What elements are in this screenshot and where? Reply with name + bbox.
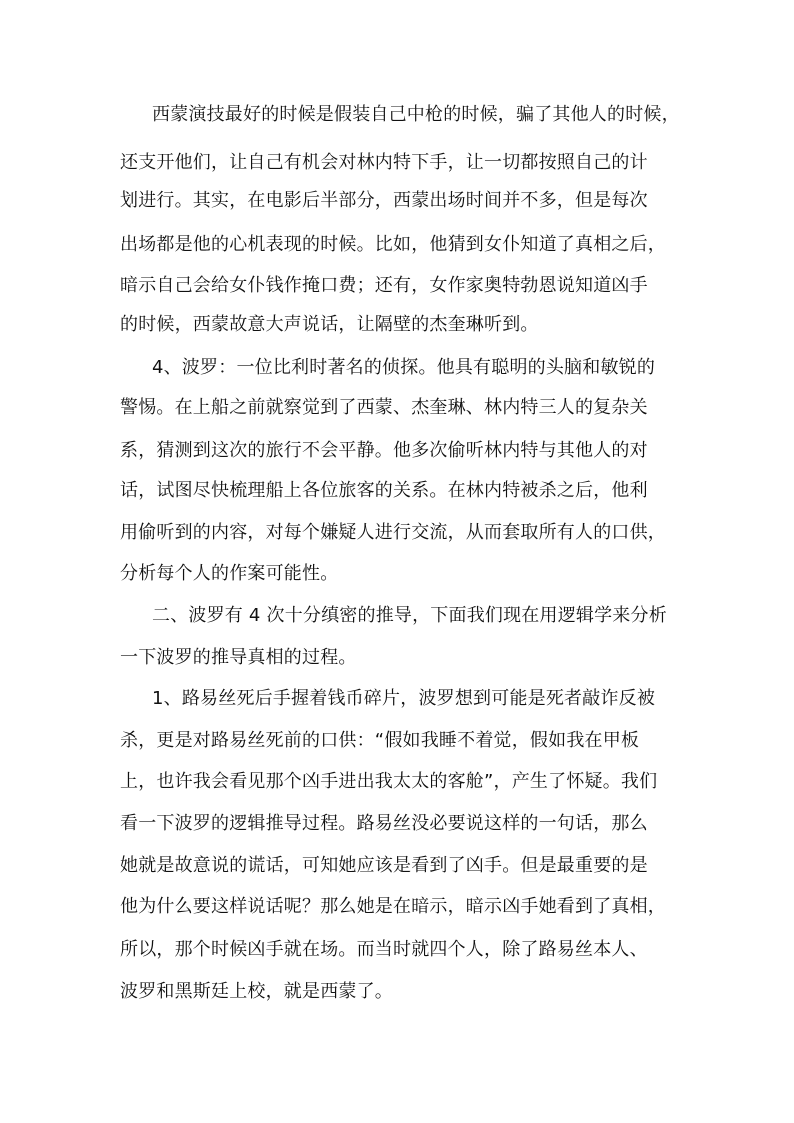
text-line: 看一下波罗的逻辑推导过程。路易丝没必要说这样的一句话，那么	[120, 813, 648, 834]
text-line: 她就是故意说的谎话，可知她应该是看到了凶手。但是最重要的是	[120, 855, 648, 876]
text-line: 的时候，西蒙故意大声说话，让隔壁的杰奎琳听到。	[120, 314, 539, 335]
text-line: 分析每个人的作案可能性。	[120, 563, 339, 584]
text-line: 波罗和黑斯廷上校，就是西蒙了。	[120, 981, 393, 1002]
text-line: 所以，那个时候凶手就在场。而当时就四个人，除了路易丝本人、	[120, 939, 648, 960]
text-line: 一下波罗的推导真相的过程。	[120, 647, 357, 668]
text-line: 警惕。在上船之前就察觉到了西蒙、杰奎琳、林内特三人的复杂关	[120, 397, 648, 418]
text-line: 出场都是他的心机表现的时候。比如，他猜到女仆知道了真相之后，	[120, 234, 666, 255]
text-line: 杀，更是对路易丝死前的口供：“假如我睡不着觉，假如我在甲板	[120, 730, 640, 751]
text-line: 暗示自己会给女仆钱作掩口费；还有，女作家奥特勃恩说知道凶手	[120, 275, 648, 296]
text-line: 西蒙演技最好的时候是假装自己中枪的时候，骗了其他人的时候，	[152, 104, 680, 125]
text-line: 系，猜测到这次的旅行不会平静。他多次偷听林内特与其他人的对	[120, 440, 648, 461]
text-line: 划进行。其实，在电影后半部分，西蒙出场时间并不多，但是每次	[120, 190, 648, 211]
text-line: 他为什么要这样说话呢？那么她是在暗示，暗示凶手她看到了真相，	[120, 896, 666, 917]
text-line: 用偷听到的内容，对每个嫌疑人进行交流，从而套取所有人的口供，	[120, 522, 666, 543]
text-line: 二、波罗有 4 次十分缜密的推导，下面我们现在用逻辑学来分析	[152, 605, 667, 626]
text-line: 还支开他们，让自己有机会对林内特下手，让一切都按照自己的计	[120, 152, 648, 173]
text-line: 上，也许我会看见那个凶手进出我太太的客舱”，产生了怀疑。我们	[120, 771, 658, 792]
text-line: 4、波罗：一位比利时著名的侦探。他具有聪明的头脑和敏锐的	[152, 357, 656, 378]
text-line: 话，试图尽快梳理船上各位旅客的关系。在林内特被杀之后，他利	[120, 480, 648, 501]
text-line: 1、路易丝死后手握着钱币碎片，波罗想到可能是死者敲诈反被	[152, 688, 656, 709]
